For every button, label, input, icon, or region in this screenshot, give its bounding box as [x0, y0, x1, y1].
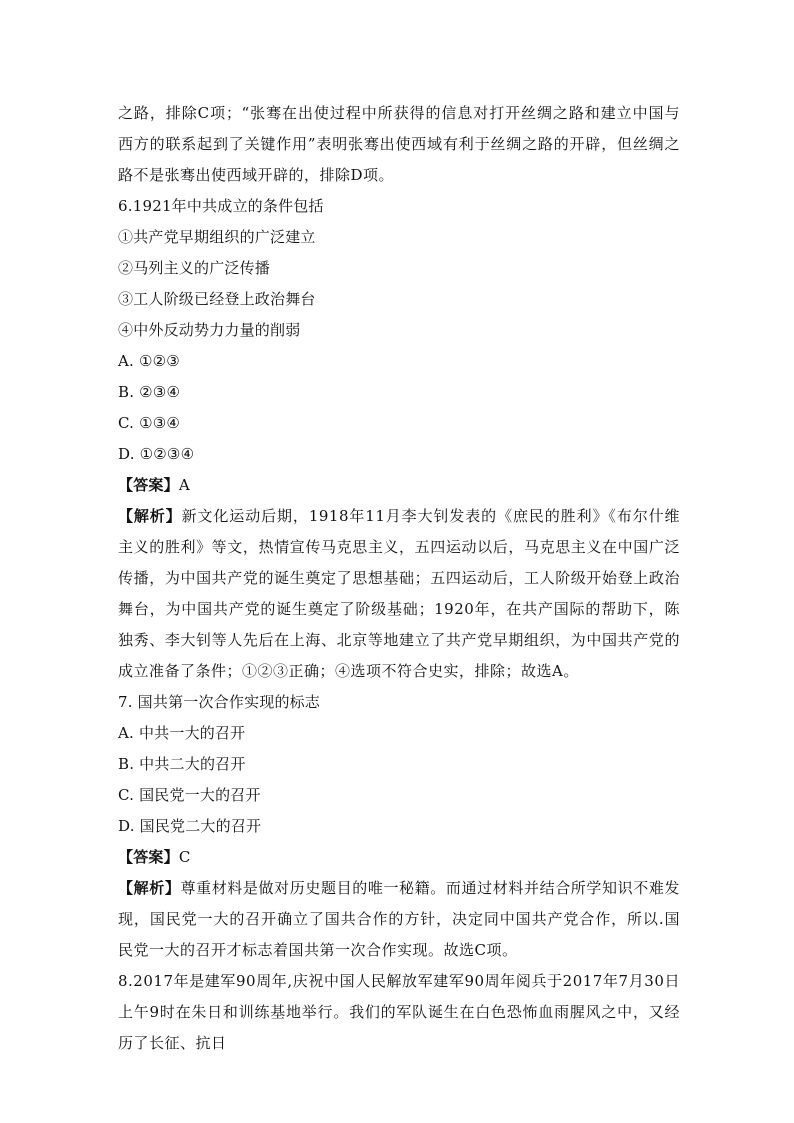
analysis-label: 【解析】: [118, 879, 181, 897]
page-content: [118, 98, 680, 1059]
q7-option-c: C. 国民党一大的召开: [118, 786, 261, 804]
q8-stem: 8.2017年是建军90周年,庆祝中国人民解放军建军90周年阅兵于2017年7月30日上午9时在朱日和训练基地举行。我们的军队诞生在白色恐怖血雨腥风之中，又经历了长征、抗日: [118, 972, 680, 1052]
q7-option-a: A. 中共一大的召开: [118, 724, 246, 742]
answer-value: A: [178, 476, 190, 494]
q7-stem: 7. 国共第一次合作实现的标志: [118, 693, 321, 711]
q5-analysis-continuation: 之路，排除C项；“张骞在出使过程中所获得的信息对打开丝绸之路和建立中国与西方的联系起到了关键作用”表明张骞出使西域有利于丝绸之路的开辟，但丝绸之路不是张骞出使西域开辟的，排除D项。: [118, 104, 680, 184]
q7-option-b: B. 中共二大的召开: [118, 755, 246, 773]
q6-answer: [118, 470, 680, 501]
q6-statement-3: ③工人阶级已经登上政治舞台: [118, 290, 316, 308]
q7-answer: [118, 842, 680, 873]
q6-statement-4: ④中外反动势力力量的削弱: [118, 321, 301, 339]
q6-option-a: A. ①②③: [118, 352, 180, 370]
q6-analysis: [118, 501, 680, 687]
answer-label: 【答案】: [118, 848, 179, 866]
q6-option-c: C. ①③④: [118, 414, 181, 432]
analysis-text: 尊重材料是做对历史题目的唯一秘籍。而通过材料并结合所学知识不难发现，国民党一大的召开确立了国共合作的方针，决定同中国共产党合作，所以.国民党一大的召开才标志着国共第一次合作实现。故选C项。: [118, 879, 680, 959]
answer-value: C: [178, 848, 191, 866]
q7-analysis: [118, 873, 680, 966]
q6-statement-2: ②马列主义的广泛传播: [118, 259, 271, 277]
answer-label: 【答案】: [118, 476, 179, 494]
q6-stem: 6.1921年中共成立的条件包括: [118, 197, 324, 215]
q6-option-b: B. ②③④: [118, 383, 181, 401]
q6-statement-1: ①共产党早期组织的广泛建立: [118, 228, 316, 246]
analysis-label: 【解析】: [118, 507, 182, 525]
q6-option-d: D. ①②③④: [118, 445, 195, 463]
analysis-text: 新文化运动后期，1918年11月李大钊发表的《庶民的胜利》《布尔什维主义的胜利》等文，热情宣传马克思主义，五四运动以后，马克思主义在中国广泛传播，为中国共产党的诞生奠定了思想基础；五四运动后，工人阶级开始登上政治舞台，为中国共产党的诞生奠定了阶级基础；1920年，在共产国际的帮助下，陈独秀、李大钊等人先后在上海、北京等地建立了共产党早期组织，为中国共产党的成立准备了条件；①②③正确；④选项不符合史实，排除；故选A。: [118, 507, 680, 680]
q7-option-d: D. 国民党二大的召开: [118, 817, 262, 835]
